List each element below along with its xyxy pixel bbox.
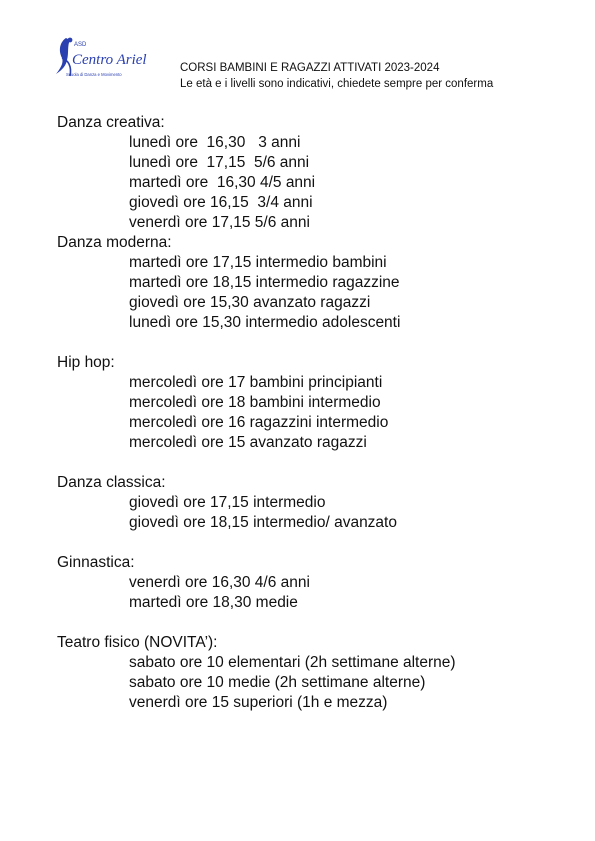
course-item: giovedì ore 15,30 avanzato ragazzi — [129, 294, 371, 311]
course-item: giovedì ore 17,15 intermedio — [129, 494, 326, 511]
course-schedule — [57, 113, 577, 713]
course-item: venerdì ore 17,15 5/6 anni — [129, 214, 310, 231]
course-item: martedì ore 18,30 medie — [129, 594, 298, 611]
course-item: lunedì ore 17,15 5/6 anni — [129, 154, 310, 171]
course-item: mercoledì ore 15 avanzato ragazzi — [129, 434, 367, 451]
logo-asd: ASD — [74, 42, 87, 48]
course-item: lunedì ore 16,30 3 anni — [129, 134, 301, 151]
logo-name: Centro Ariel — [72, 52, 147, 68]
course-item: mercoledì ore 16 ragazzini intermedio — [129, 414, 389, 431]
course-section — [57, 633, 577, 713]
section-title: Danza classica: — [57, 474, 166, 491]
course-item: martedì ore 18,15 intermedio ragazzine — [129, 274, 400, 291]
section-title: Danza creativa: — [57, 114, 165, 131]
section-title: Teatro fisico (NOVITA’): — [57, 634, 218, 651]
logo-tagline: Scuola di Danza e Movimento — [66, 72, 122, 77]
section-title: Hip hop: — [57, 354, 115, 371]
course-item: sabato ore 10 elementari (2h settimane alterne) — [129, 654, 456, 671]
course-section — [57, 233, 577, 333]
centro-ariel-logo — [54, 36, 174, 84]
course-item: mercoledì ore 18 bambini intermedio — [129, 394, 381, 411]
section-title: Danza moderna: — [57, 234, 172, 251]
course-section — [57, 473, 577, 533]
course-item: mercoledì ore 17 bambini principianti — [129, 374, 383, 391]
section-title: Ginnastica: — [57, 554, 135, 571]
course-item: venerdì ore 16,30 4/6 anni — [129, 574, 310, 591]
course-section — [57, 553, 577, 613]
course-section — [57, 353, 577, 453]
course-item: giovedì ore 16,15 3/4 anni — [129, 194, 313, 211]
course-item: sabato ore 10 medie (2h settimane alterne) — [129, 674, 426, 691]
course-item: giovedì ore 18,15 intermedio/ avanzato — [129, 514, 397, 531]
page-subtitle: Le età e i livelli sono indicativi, chiedete sempre per conferma — [180, 78, 494, 90]
course-item: venerdì ore 15 superiori (1h e mezza) — [129, 694, 388, 711]
course-item: lunedì ore 15,30 intermedio adolescenti — [129, 314, 401, 331]
course-section — [57, 113, 577, 233]
course-item: martedì ore 16,30 4/5 anni — [129, 174, 316, 191]
dancer-logo-icon — [54, 36, 174, 84]
course-item: martedì ore 17,15 intermedio bambini — [129, 254, 387, 271]
page-title: CORSI BAMBINI E RAGAZZI ATTIVATI 2023-2024 — [180, 62, 440, 74]
header — [180, 60, 493, 92]
